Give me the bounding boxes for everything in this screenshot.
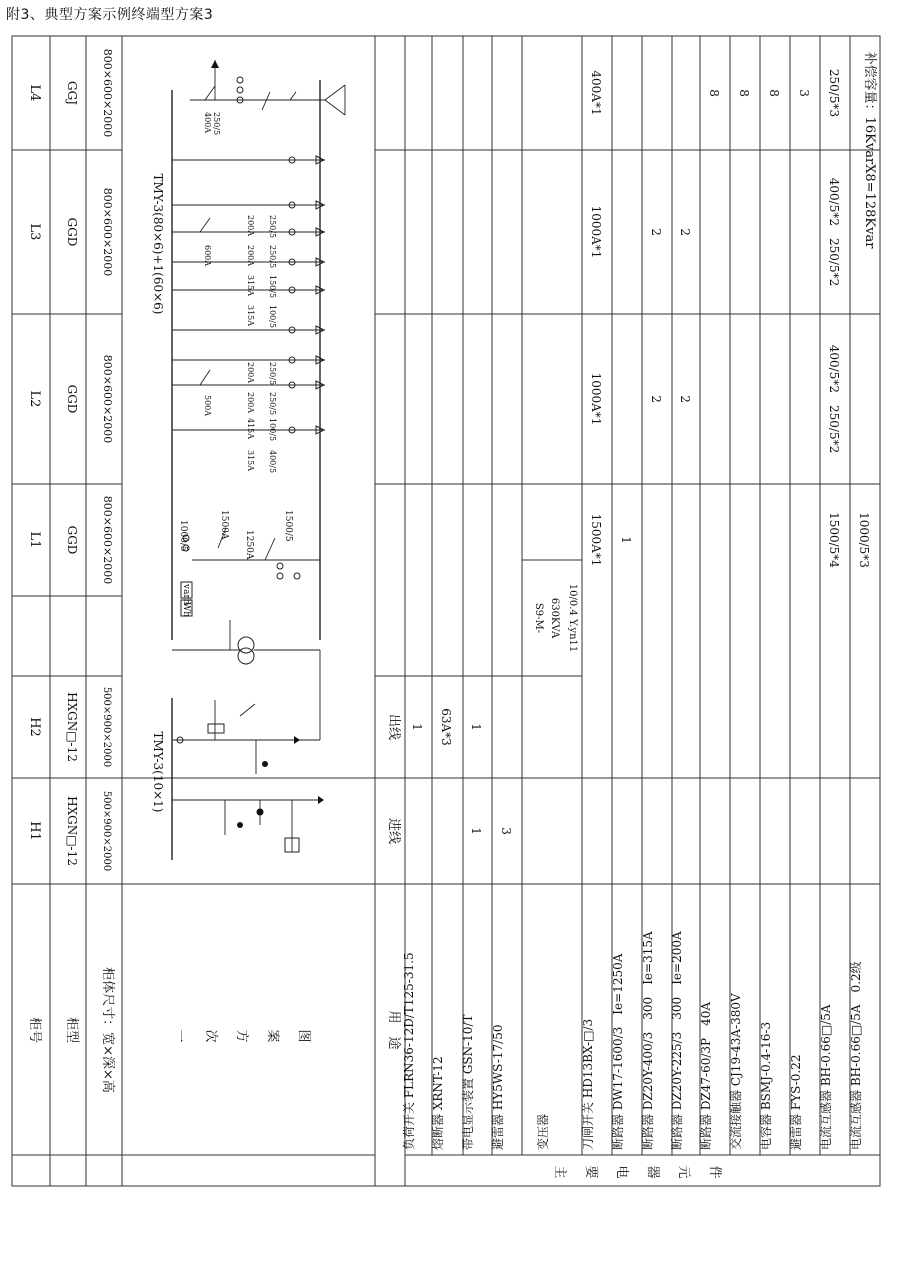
component-name: 断路器 DW17-1600/3 Ie=1250A	[611, 953, 625, 1150]
component-name: 避雷器 HY5WS-17/50	[491, 1024, 505, 1150]
l2-size: 800×600×2000	[101, 354, 114, 444]
component-cell-l1: 1500A*1	[589, 513, 603, 567]
l3-ct2-label: 150/5	[268, 275, 277, 299]
l1-sw-label: 1500A	[219, 510, 229, 540]
component-cell-h2: 63A*3	[439, 708, 453, 746]
main-char: 主	[552, 1165, 567, 1179]
component-cell-l2: 400/5*2 250/5*2	[827, 344, 841, 454]
component-cell-l4: 250/5*3	[827, 68, 841, 118]
scheme-char: 次	[203, 1029, 218, 1043]
component-name: 熔断器 XRNT-12	[431, 1056, 445, 1150]
h1-usage: 进线	[386, 817, 401, 845]
component-name: 断路器 DZ47-60/3P 40A	[699, 1001, 713, 1150]
component-cell-l2: 2	[649, 395, 663, 403]
scheme-char: 一	[172, 1029, 187, 1043]
component-cell-l3: 2	[649, 228, 663, 236]
scheme-char: 图	[296, 1029, 311, 1043]
main-char: 要	[583, 1165, 598, 1179]
main-char: 元	[676, 1165, 691, 1179]
l3-feeder-diagram	[172, 156, 325, 328]
table-grid	[12, 36, 880, 1186]
header-usage: 用 途	[386, 1010, 401, 1050]
l3-ct3-label: 250/5	[268, 245, 277, 269]
l4-ct-label: 250/5	[212, 112, 221, 136]
l2-ct4-label: 250/5	[268, 362, 277, 386]
header-cabinet-no: 柜号	[27, 1016, 42, 1044]
l3-size: 800×600×2000	[101, 187, 114, 277]
main-char: 器	[645, 1165, 660, 1179]
h2-size: 500×900×2000	[101, 686, 112, 768]
l2-type: GGD	[65, 384, 79, 414]
component-cell-h2: 1	[410, 723, 424, 731]
header-cabinet-type: 柜型	[64, 1016, 79, 1044]
l1-ct2-label: 1500/5	[283, 510, 293, 542]
h1-no: H1	[27, 821, 42, 841]
l3-f4-label: 200A	[246, 215, 255, 237]
l1-no: L1	[27, 531, 42, 549]
l3-ct1-label: 100/5	[268, 305, 277, 329]
h2-type: HXGN□-12	[65, 692, 79, 762]
component-name: 刀闸开关 HD13BX-□/3	[581, 1018, 595, 1150]
l3-main-label: 600A	[203, 245, 212, 267]
component-name: 负荷开关 FLRN36-12D/T125-31.5	[402, 952, 416, 1150]
main-char: 件	[707, 1165, 722, 1179]
component-cell-l4: 8	[737, 89, 751, 97]
component-cell-l2: 1000A*1	[589, 372, 603, 426]
l4-capacitor-diagram	[190, 60, 345, 135]
l4-type: GGJ	[65, 81, 79, 105]
lv-bus-label: TMY-3(80×6)+1(60×6)	[151, 173, 165, 315]
document-caption: 附3、典型方案示例终端型方案3	[6, 7, 214, 23]
scheme-char: 方	[234, 1029, 249, 1043]
component-cell-l4: 3	[797, 89, 811, 97]
l3-ct4-label: 250/5	[268, 215, 277, 239]
l3-no: L3	[27, 223, 42, 241]
h1-size: 500×900×2000	[101, 790, 112, 872]
h1-type: HXGN□-12	[65, 796, 79, 866]
component-name: 断路器 DZ20Y-400/3 300 Ie=315A	[641, 931, 655, 1150]
component-cell-l4: 8	[707, 89, 721, 97]
component-name: 变压器	[536, 1113, 550, 1150]
l4-size: 800×600×2000	[101, 48, 114, 138]
main-char: 电	[614, 1165, 629, 1179]
component-cell-h2: 1	[469, 723, 483, 731]
single-line-diagram	[151, 60, 345, 860]
component-name: 断路器 DZ20Y-225/3 300 Ie=200A	[670, 931, 684, 1150]
l1-breaker-label: 1250A	[244, 530, 254, 560]
main-components-label	[552, 1165, 722, 1178]
l3-f3-label: 200A	[246, 245, 255, 267]
l2-ct1-label: 400/5	[268, 450, 277, 474]
h1-feeder-diagram	[172, 796, 324, 852]
component-cell-l3: 2	[678, 228, 692, 236]
compensation-note: 补偿容量：16KvarX8=128Kvar	[862, 51, 877, 249]
l1-incomer-diagram	[178, 510, 320, 617]
transformer-spec-line: S9-M-	[533, 602, 544, 634]
transformer-symbol	[172, 620, 320, 664]
component-name: 电流互感器 BH-0.66□/5A 0.2级	[849, 961, 863, 1150]
component-cell-h1: 3	[499, 827, 513, 835]
component-cell-l3: 1000A*1	[589, 205, 603, 259]
meter-varh-label: varh	[181, 584, 191, 605]
header-cabinet-size: 柜体尺寸：宽×深×高	[100, 967, 115, 1093]
l3-type: GGD	[65, 217, 79, 247]
scheme-char: 案	[265, 1029, 280, 1043]
h2-feeder-diagram	[172, 650, 320, 774]
component-name: 交流接触器 CJ19-43A-380V	[729, 993, 743, 1150]
h2-no: H2	[27, 717, 42, 737]
l2-feeder-diagram	[172, 326, 325, 473]
l4-no: L4	[27, 84, 42, 102]
l2-f2-label: 415A	[246, 418, 255, 440]
l2-f4-label: 200A	[246, 362, 255, 384]
hv-bus-label: TMY-3(10×1)	[151, 731, 165, 813]
l1-ct1-label: 1000/5	[178, 520, 188, 552]
l1-type: GGD	[65, 525, 79, 555]
component-cell-l3: 400/5*2 250/5*2	[827, 177, 841, 287]
l1-size: 800×600×2000	[101, 495, 114, 585]
l2-ct3-label: 250/5	[268, 392, 277, 416]
component-cell-l1: 1000/5*3	[857, 512, 871, 568]
l3-f1-label: 315A	[246, 305, 255, 327]
transformer-spec-line: 630KVA	[549, 597, 560, 639]
l3-f2-label: 315A	[246, 275, 255, 297]
transformer-spec	[533, 584, 578, 652]
component-cell-l4: 8	[767, 89, 781, 97]
component-cell-l1: 1	[619, 536, 633, 544]
scheme-diagram-label	[172, 1029, 311, 1042]
component-rows	[402, 69, 871, 1150]
component-name: 电流互感器 BH-0.66□/5A	[819, 1004, 833, 1150]
transformer-spec-line: 10/0.4 Y.yn11	[567, 583, 578, 653]
component-cell-l1: 1500/5*4	[827, 512, 841, 568]
l2-f3-label: 200A	[246, 392, 255, 414]
l4-sw-label: 400A	[203, 112, 212, 134]
l2-main-label: 500A	[203, 395, 212, 417]
component-cell-l2: 2	[678, 395, 692, 403]
l2-no: L2	[27, 390, 42, 408]
component-name: 电容器 BSMJ-0.4-16-3	[759, 1021, 773, 1150]
component-name: 避雷器 FYS-0.22	[789, 1054, 803, 1150]
h2-usage: 出线	[386, 713, 401, 741]
l2-ct2-label: 100/5	[268, 418, 277, 442]
component-cell-h1: 1	[469, 827, 483, 835]
meter-wh-label: Wh	[181, 602, 191, 618]
component-name: 带电显示装置 GSN-10/T	[461, 1014, 475, 1150]
component-cell-l4: 400A*1	[589, 70, 603, 116]
l2-f1-label: 315A	[246, 450, 255, 472]
